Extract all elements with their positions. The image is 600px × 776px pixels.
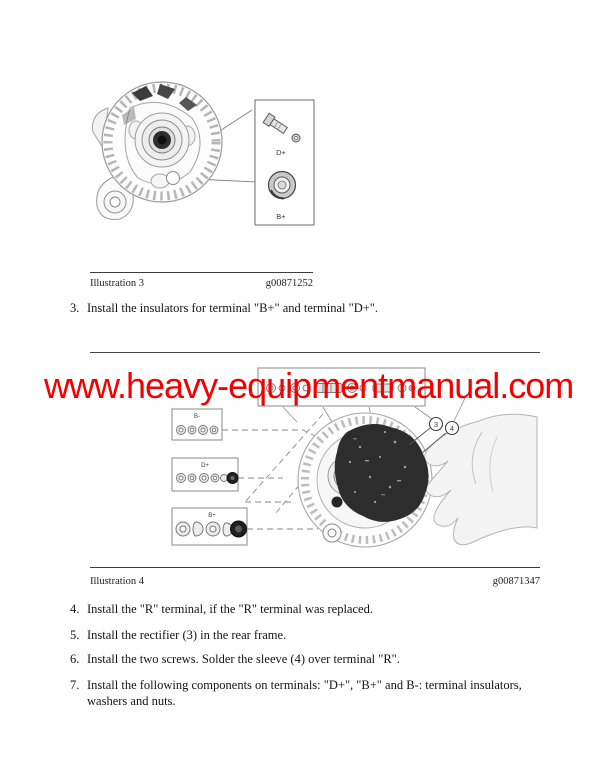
callout-3-number: 3 [433,420,439,429]
b-minus-parts-box [172,409,222,440]
step-text: Install the following components on terminals: "D+", "B+" and B-: terminal insulators, washers and nuts. [87,678,522,708]
alternator-front-frame-drawing [93,82,222,219]
d-plus-label: D+ [201,463,209,469]
figure3-caption [90,278,313,289]
step-7 [70,677,532,709]
d-plus-parts-box [172,458,238,491]
step-text: Install the rectifier (3) in the rear frame. [87,628,287,642]
figure4-caption-label: Illustration 4 [90,576,144,587]
step-number: 4. [70,602,80,616]
figure3-caption-label: Illustration 3 [90,278,144,289]
step-number: 7. [70,678,80,692]
section-divider [90,352,540,353]
step-number: 3. [70,301,80,315]
watermark-text: www.heavy-equipmentmanual.com [44,365,574,406]
callout-4-number: 4 [449,424,455,433]
b-plus-parts-box [172,508,247,545]
step-text: Install the insulators for terminal "B+" and terminal "D+". [87,301,379,315]
step-3 [70,300,532,316]
step-number: 5. [70,628,80,642]
b-minus-label: B- [194,414,200,420]
step-5 [70,627,532,643]
illustration-3-alternator-front-frame [70,80,340,240]
step-number: 6. [70,652,80,666]
alternator-rear-frame-drawing [298,413,537,547]
figure4-caption-code: g00871347 [492,576,540,587]
figure3-caption-code: g00871252 [265,278,313,289]
step-4 [70,601,532,617]
d-plus-label: D+ [276,148,286,157]
figure4-caption [90,576,540,587]
step-text: Install the two screws. Solder the sleeve (4) over terminal "R". [87,652,400,666]
insulator-callout-box [255,100,314,225]
b-plus-label: B+ [208,513,216,519]
b-plus-insulator-grommet-icon [269,172,296,199]
step-text: Install the "R" terminal, if the "R" terminal was replaced. [87,602,373,616]
terminal-hole [167,172,180,185]
step-6 [70,651,532,667]
terminal-stud [332,497,343,508]
b-plus-label: B+ [276,212,286,221]
caption-rule [90,567,540,568]
caption-rule [90,272,313,273]
